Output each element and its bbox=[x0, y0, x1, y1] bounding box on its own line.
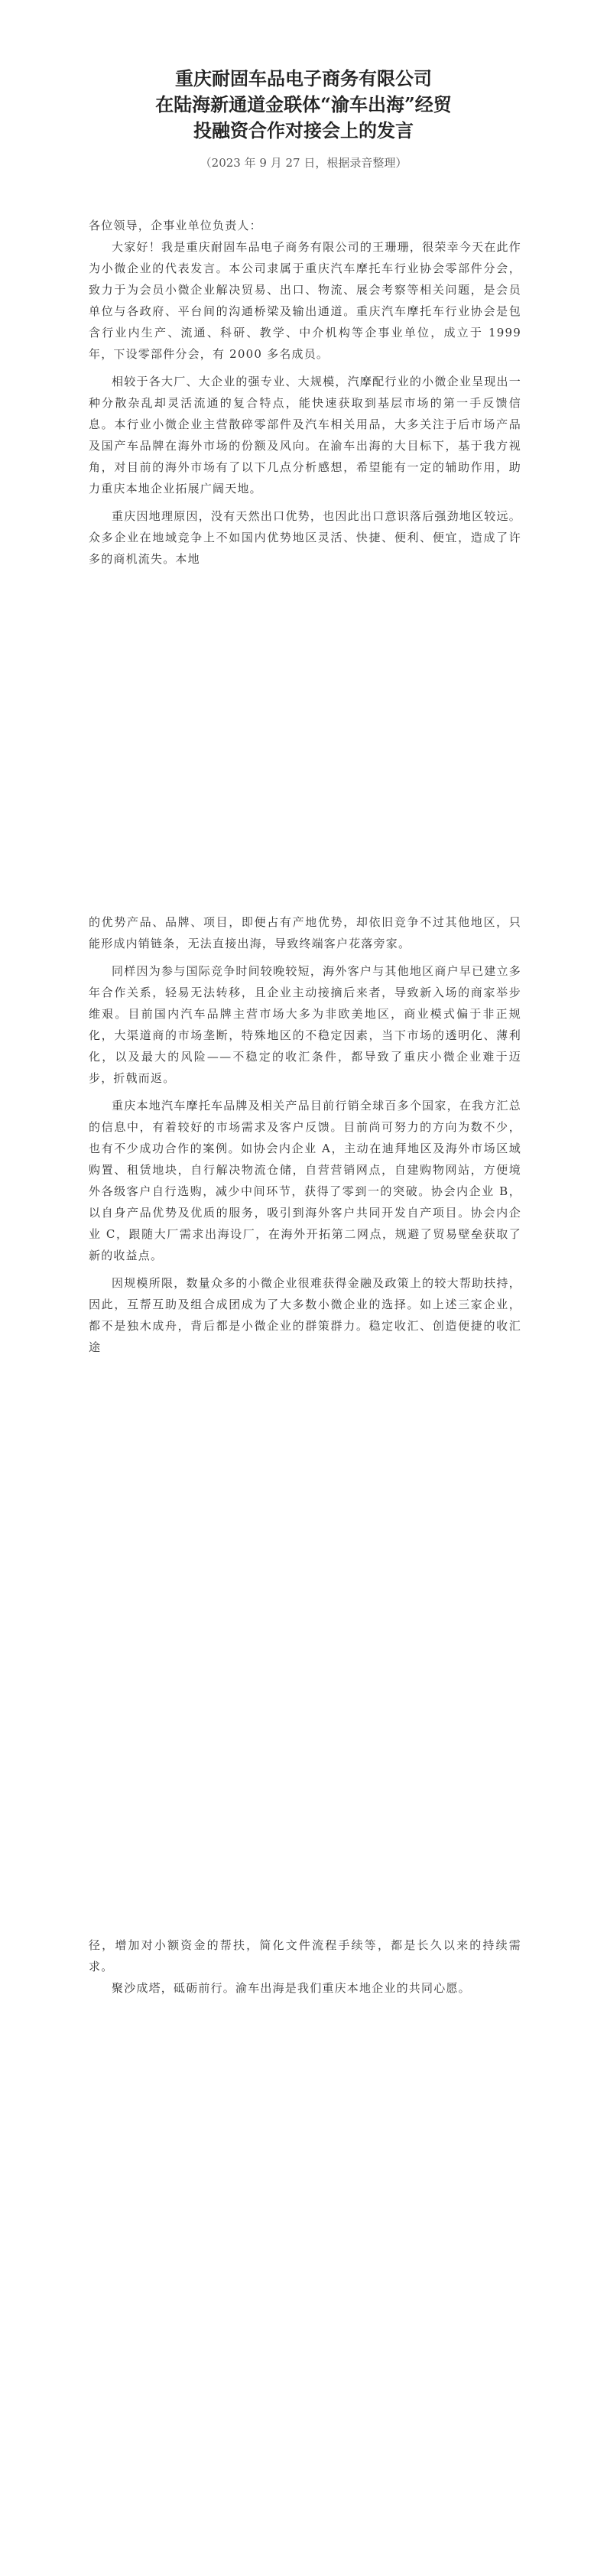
title-line: 投融资合作对接会上的发言 bbox=[193, 119, 414, 141]
paragraph: 同样因为参与国际竞争时间较晚较短，海外客户与其他地区商户早已建立多年合作关系，轻易无法转移，且企业主动接摘后来者，导致新入场的商家举步维艰。目前国内汽车品牌主营市场大多为非欧美地区，商业模式偏于非正规化，大渠道商的市场垄断，特殊地区的不稳定因素，当下市场的透明化、薄利化，以及最大的风险——不稳定的收汇条件，都导致了重庆小微企业难于迈步，折戟而返。 bbox=[89, 964, 521, 1085]
page-section-1 bbox=[89, 215, 521, 570]
paragraph-continued: 径，增加对小额资金的帮扶，简化文件流程手续等，都是长久以来的持续需求。 bbox=[89, 1938, 521, 1973]
paragraph: 相较于各大厂、大企业的强专业、大规模，汽摩配行业的小微企业呈现出一种分散杂乱却灵活流通的复合特点，能快速获取到基层市场的第一手反馈信息。本行业小微企业主营散碎零部件及汽车相关用品，大多关注于后市场产品及国产车品牌在海外市场的份额及风向。在渝车出海的大目标下，基于我方视角，对目前的海外市场有了以下几点分析感想，希望能有一定的辅助作用，助力重庆本地企业拓展广阔天地。 bbox=[89, 375, 521, 495]
document-title bbox=[0, 66, 607, 144]
paragraph: 大家好！我是重庆耐固车品电子商务有限公司的王珊珊，很荣幸今天在此作为小微企业的代表发言。本公司隶属于重庆汽车摩托车行业协会零部件分会，致力于为会员小微企业解决贸易、出口、物流、展会考察等相关问题，是会员单位与各政府、平台间的沟通桥梁及输出通道。重庆汽车摩托车行业协会是包含行业内生产、流通、科研、教学、中介机构等企事业单位，成立于 1999 年，下设零部件分会，有 2000 多名成员。 bbox=[89, 240, 521, 361]
paragraph: 因规模所限，数量众多的小微企业很难获得金融及政策上的较大帮助扶持，因此，互帮互助及组合成团成为了大多数小微企业的选择。如上述三家企业，都不是独木成舟，背后都是小微企业的群策群力。稳定收汇、创造便捷的收汇途 bbox=[89, 1276, 521, 1354]
paragraph: 聚沙成塔，砥砺前行。渝车出海是我们重庆本地企业的共同心愿。 bbox=[112, 1981, 471, 1995]
title-line: 重庆耐固车品电子商务有限公司 bbox=[175, 67, 432, 89]
paragraph: 重庆本地汽车摩托车品牌及相关产品目前行销全球百多个国家，在我方汇总的信息中，有着较好的市场需求及客户反馈。目前尚可努力的方向为数不少，也有不少成功合作的案例。如协会内企业 A，主动在迪拜地区及海外市场区域购置、租赁地块，自行解决物流仓储，自营营销网点，自建购物网站，方便境外各级客户自行选购，减少中间环节，获得了零到一的突破。协会内企业 B，以自身产品优势及优质的服务，吸引到海外客户共同开发自产项目。协会内企业 C，跟随大厂需求出海设厂，在海外开拓第二网点，规避了贸易壁垒获取了新的收益点。 bbox=[89, 1099, 521, 1262]
title-line: 在陆海新通道金联体“渝车出海”经贸 bbox=[155, 93, 452, 115]
salutation: 各位领导，企事业单位负责人： bbox=[89, 219, 262, 232]
page-section-2 bbox=[89, 911, 521, 1358]
paragraph-continued: 的优势产品、品牌、项目，即便占有产地优势，却依旧竞争不过其他地区，只能形成内销链条，无法直接出海，导致终端客户花落旁家。 bbox=[89, 915, 521, 950]
page-section-3 bbox=[89, 1934, 521, 1999]
paragraph: 重庆因地理原因，没有天然出口优势，也因此出口意识落后强劲地区较远。众多企业在地域竞争上不如国内优势地区灵活、快捷、便利、便宜，造成了许多的商机流失。本地 bbox=[89, 509, 521, 566]
document-subtitle: （2023 年 9 月 27 日，根据录音整理） bbox=[200, 156, 407, 170]
